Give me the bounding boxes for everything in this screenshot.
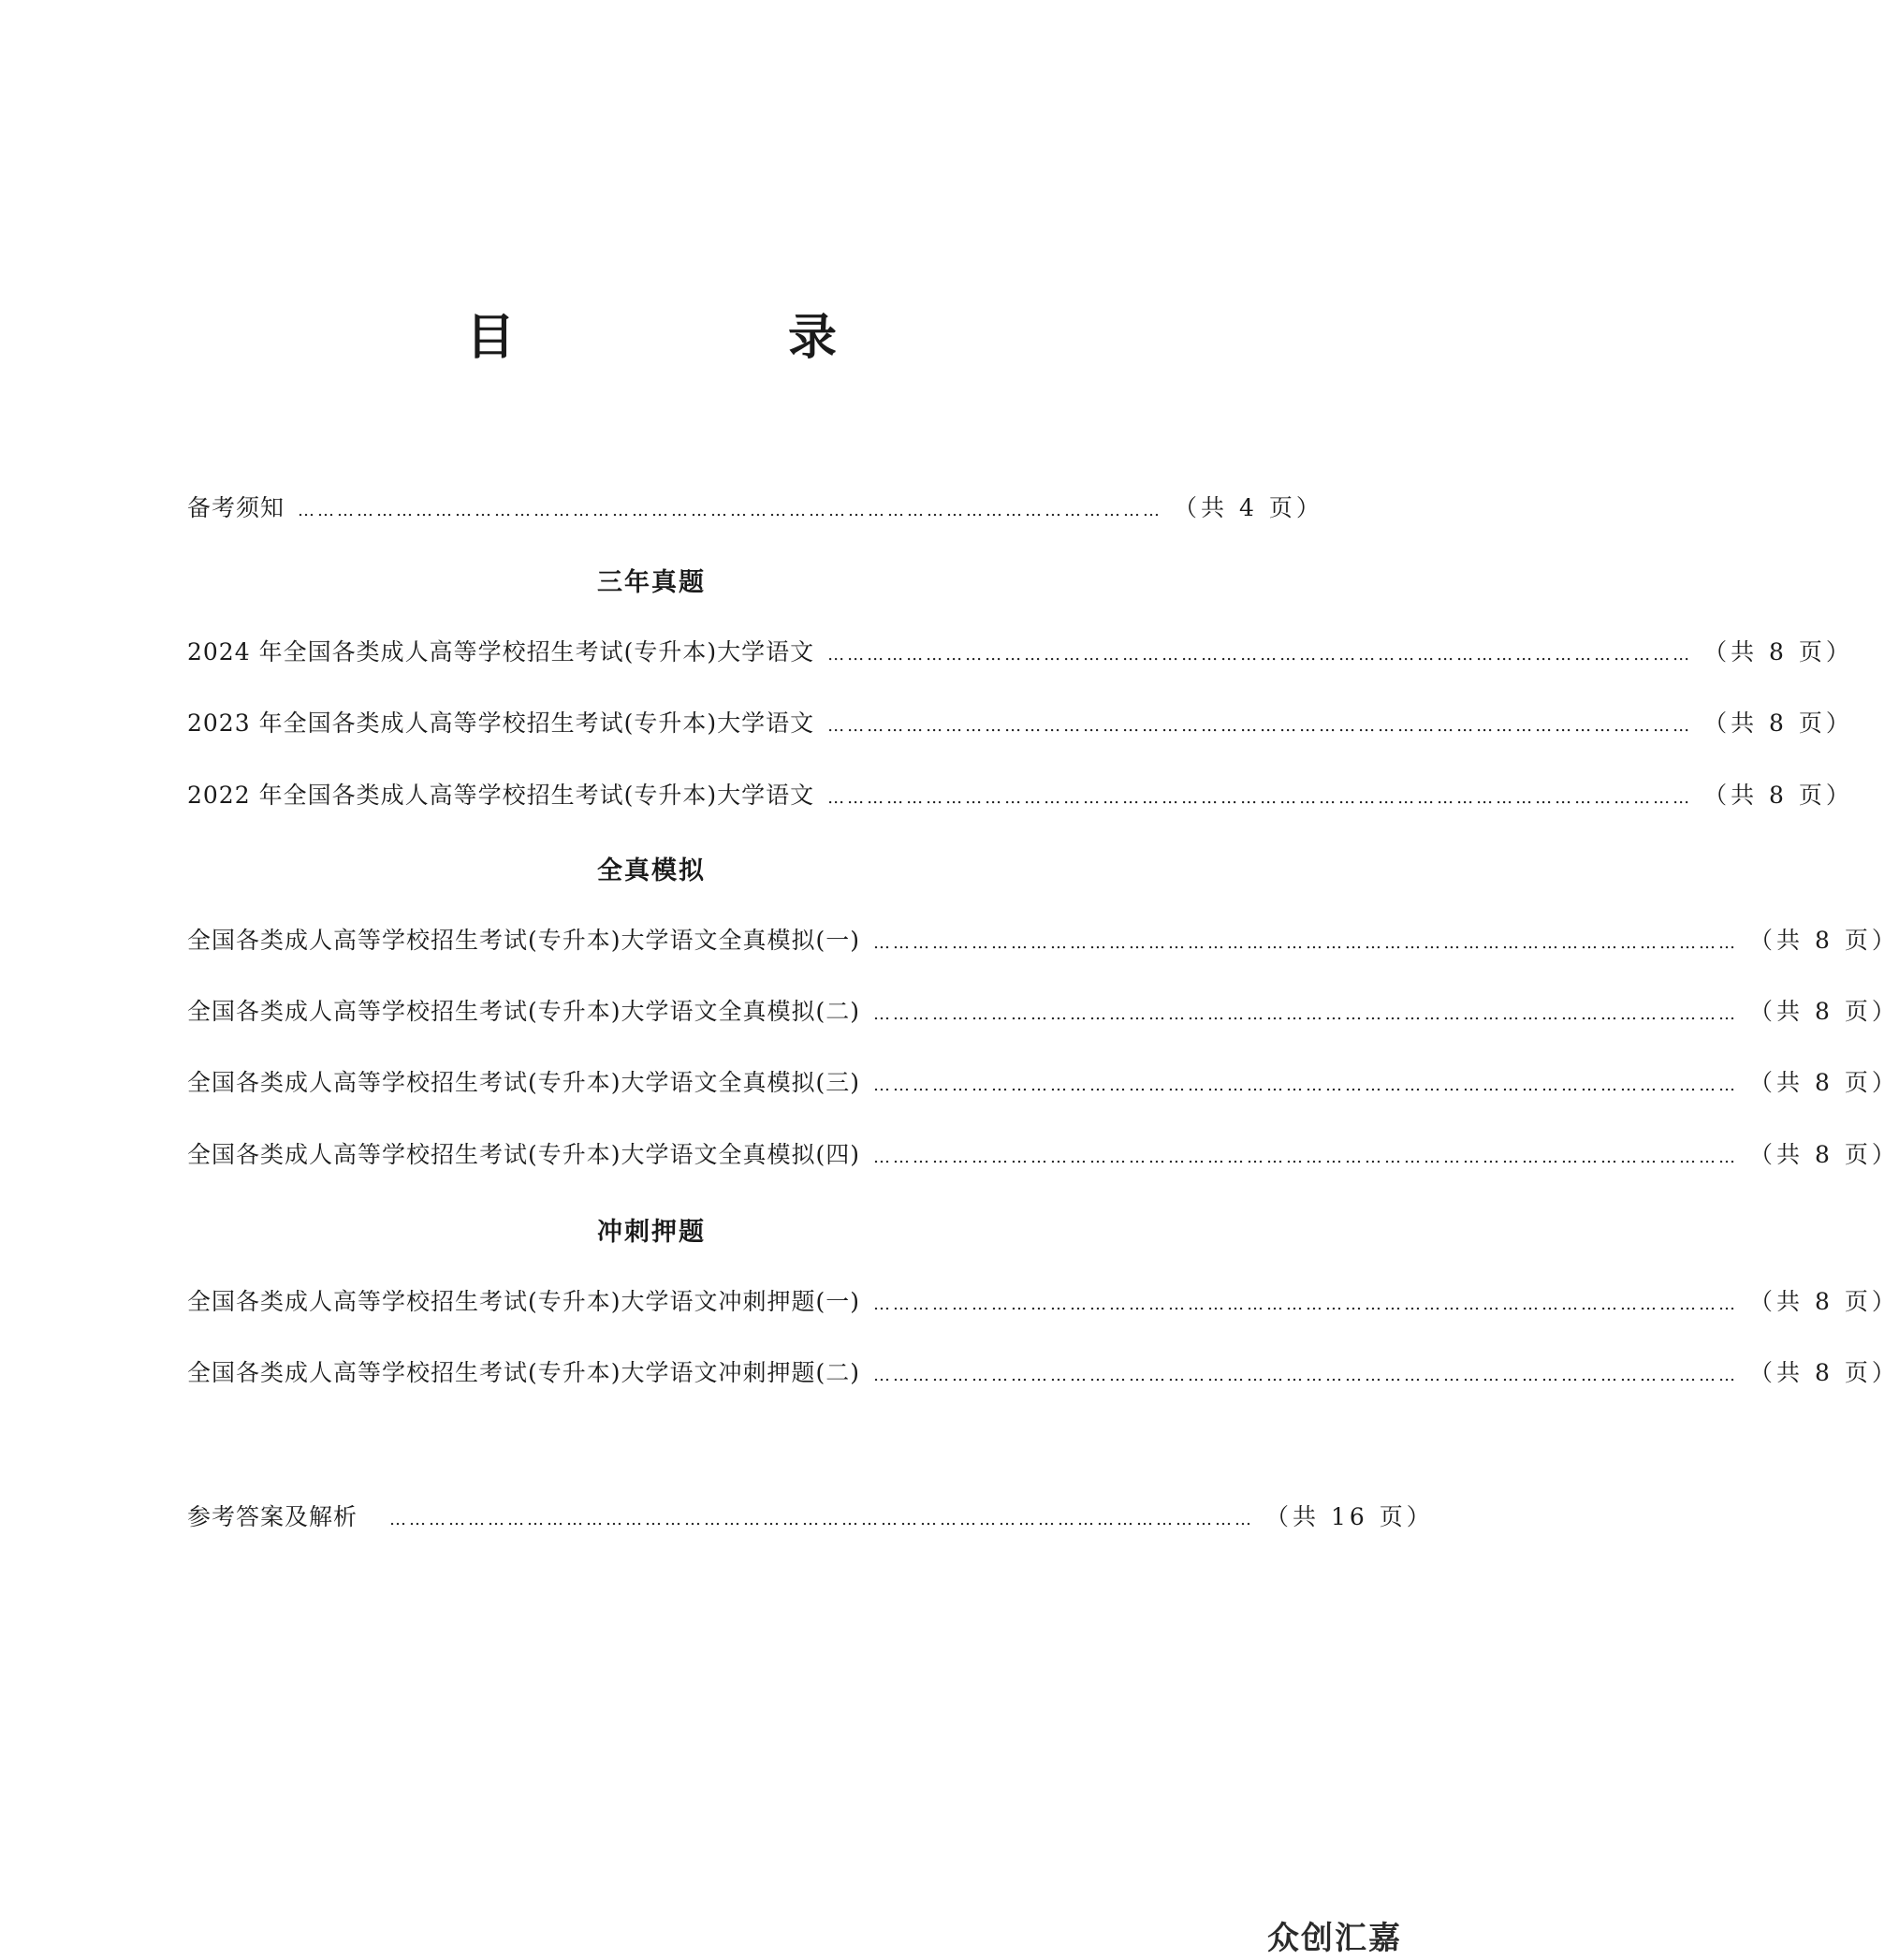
toc-entry-pages: （共 4 页） bbox=[1174, 494, 1323, 521]
leader-dots: …………………………………………………………………………………………………………………… bbox=[827, 788, 1693, 808]
leader-dots: …………………………………………………………………………………………………………………… bbox=[873, 933, 1739, 953]
toc-entry-label: 全国各类成人高等学校招生考试(专升本)大学语文冲刺押题(一) bbox=[187, 1288, 861, 1315]
toc-entry-pages: （共 8 页） bbox=[1749, 998, 1899, 1025]
toc-entry[interactable] bbox=[187, 707, 1853, 740]
leader-dots: …………………………………………………………………………………………………………………… bbox=[873, 1148, 1739, 1167]
section-heading-final-sprint: 冲刺押题 bbox=[597, 1218, 706, 1247]
toc-entry[interactable] bbox=[187, 1066, 1899, 1100]
leader-dots: …………………………………………………………………………………………………………………… bbox=[873, 1075, 1739, 1095]
toc-entry-label: 2023 年全国各类成人高等学校招生考试(专升本)大学语文 bbox=[187, 709, 815, 737]
toc-entry-pages: （共 8 页） bbox=[1703, 709, 1853, 737]
toc-entry[interactable] bbox=[187, 779, 1853, 812]
toc-entry-label: 备考须知 bbox=[187, 494, 285, 521]
toc-entry-pages: （共 8 页） bbox=[1749, 1359, 1899, 1386]
leader-dots: …………………………………………………………………………………………………………………… bbox=[827, 645, 1693, 665]
page-title: 目 录 bbox=[465, 310, 949, 366]
toc-entry-pages: （共 8 页） bbox=[1749, 927, 1899, 954]
toc-entry-label: 全国各类成人高等学校招生考试(专升本)大学语文冲刺押题(二) bbox=[187, 1359, 861, 1386]
toc-entry[interactable] bbox=[187, 1285, 1899, 1319]
leader-dots: …………………………………………………………………………………………………………………… bbox=[873, 1294, 1739, 1314]
toc-entry-label: 参考答案及解析 bbox=[187, 1503, 358, 1530]
toc-entry-label: 2024 年全国各类成人高等学校招生考试(专升本)大学语文 bbox=[187, 638, 815, 666]
toc-entry-pages: （共 16 页） bbox=[1265, 1503, 1434, 1530]
toc-entry-answers[interactable] bbox=[187, 1500, 1434, 1534]
toc-entry-pages: （共 8 页） bbox=[1749, 1288, 1899, 1315]
toc-entry[interactable] bbox=[187, 924, 1899, 958]
toc-entry[interactable] bbox=[187, 1138, 1899, 1172]
watermark-logo: 众创汇嘉 bbox=[1267, 1920, 1402, 1957]
toc-entry-pages: （共 8 页） bbox=[1703, 638, 1853, 666]
leader-dots: …………………………………………………………………………………………………………………… bbox=[827, 716, 1693, 736]
toc-entry-label: 全国各类成人高等学校招生考试(专升本)大学语文全真模拟(二) bbox=[187, 998, 861, 1025]
section-heading-mock-exams: 全真模拟 bbox=[597, 856, 706, 885]
toc-entry[interactable] bbox=[187, 1356, 1899, 1390]
toc-entry-label: 全国各类成人高等学校招生考试(专升本)大学语文全真模拟(四) bbox=[187, 1141, 861, 1168]
toc-entry[interactable] bbox=[187, 636, 1853, 669]
leader-dots: …………………………………………………………………………………………………………………… bbox=[389, 1510, 1255, 1529]
toc-entry-pages: （共 8 页） bbox=[1749, 1069, 1899, 1096]
toc-entry-pages: （共 8 页） bbox=[1749, 1141, 1899, 1168]
leader-dots: …………………………………………………………………………………………………………………… bbox=[873, 1366, 1739, 1385]
leader-dots: …………………………………………………………………………………………………………………… bbox=[298, 501, 1163, 520]
toc-entry-pages: （共 8 页） bbox=[1703, 782, 1853, 809]
section-heading-past-exams: 三年真题 bbox=[597, 568, 706, 597]
toc-entry-label: 全国各类成人高等学校招生考试(专升本)大学语文全真模拟(三) bbox=[187, 1069, 861, 1096]
leader-dots: …………………………………………………………………………………………………………………… bbox=[873, 1004, 1739, 1024]
toc-entry-prep[interactable] bbox=[187, 491, 1323, 525]
toc-entry-label: 2022 年全国各类成人高等学校招生考试(专升本)大学语文 bbox=[187, 782, 815, 809]
toc-entry[interactable] bbox=[187, 995, 1899, 1029]
toc-entry-label: 全国各类成人高等学校招生考试(专升本)大学语文全真模拟(一) bbox=[187, 927, 861, 954]
